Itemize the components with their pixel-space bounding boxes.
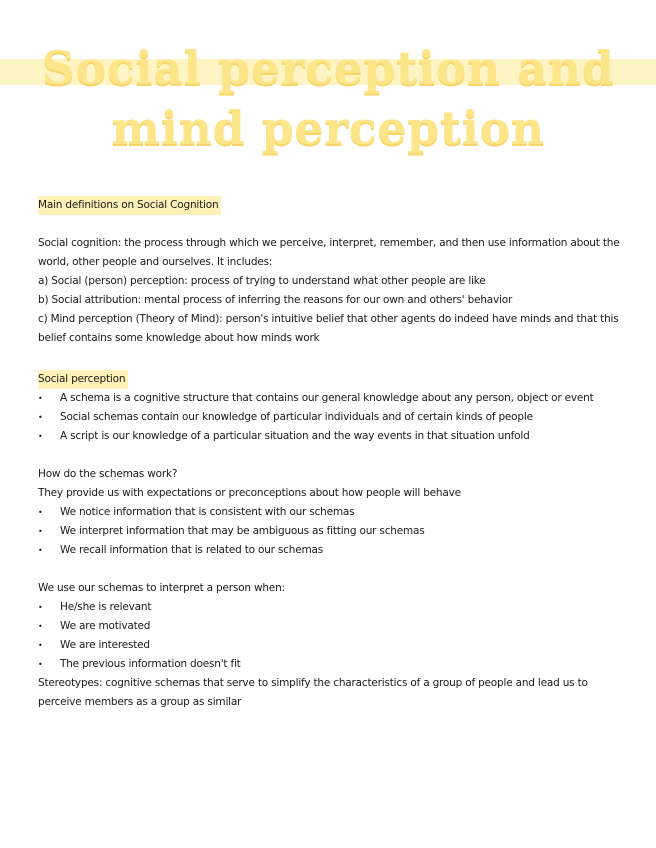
definition-item-a: a) Social (person) perception: process of trying to understand what other people are like xyxy=(38,275,486,287)
schemas-intro: They provide us with expectations or preconceptions about how people will behave xyxy=(38,487,461,499)
section-heading-main-definitions: Main definitions on Social Cognition xyxy=(38,196,221,215)
section-schema-use xyxy=(38,579,628,712)
list-item: • Social schemas contain our knowledge of particular individuals and of certain kinds of people xyxy=(38,408,628,427)
social-perception-list xyxy=(38,389,628,446)
section-social-perception xyxy=(38,370,628,446)
definition-item-c: c) Mind perception (Theory of Mind): person's intuitive belief that other agents do indeed have minds and that this belief contains some knowledge about how minds work xyxy=(38,313,619,344)
list-item: • We notice information that is consistent with our schemas xyxy=(38,503,628,522)
list-item: • We are interested xyxy=(38,636,628,655)
section-heading-social-perception: Social perception xyxy=(38,370,128,389)
page-title xyxy=(0,38,656,158)
stereotypes-definition: Stereotypes: cognitive schemas that serve to simplify the characteristics of a group of people and lead us to perceive members as a group as similar xyxy=(38,677,588,708)
social-cognition-definition: Social cognition: the process through which we perceive, interpret, remember, and then use information about the world, other people and ourselves. It includes: xyxy=(38,237,620,268)
list-item: • A script is our knowledge of a particular situation and the way events in that situation unfold xyxy=(38,427,628,446)
schema-use-intro: We use our schemas to interpret a person when: xyxy=(38,582,285,594)
definition-item-b: b) Social attribution: mental process of inferring the reasons for our own and others' behavior xyxy=(38,294,513,306)
section-how-schemas-work xyxy=(38,465,628,560)
document-body xyxy=(38,196,628,712)
schemas-list xyxy=(38,503,628,560)
list-item: • We are motivated xyxy=(38,617,628,636)
list-item: • We recall information that is related to our schemas xyxy=(38,541,628,560)
schemas-question: How do the schemas work? xyxy=(38,468,178,480)
list-item: • A schema is a cognitive structure that contains our general knowledge about any person, object or event xyxy=(38,389,628,408)
section-main-definitions xyxy=(38,196,628,348)
title-line-1: Social perception and xyxy=(41,41,615,95)
list-item: • We interpret information that may be ambiguous as fitting our schemas xyxy=(38,522,628,541)
list-item: • The previous information doesn't fit xyxy=(38,655,628,674)
schema-use-list xyxy=(38,598,628,674)
title-line-2: mind perception xyxy=(111,101,545,155)
list-item: • He/she is relevant xyxy=(38,598,628,617)
